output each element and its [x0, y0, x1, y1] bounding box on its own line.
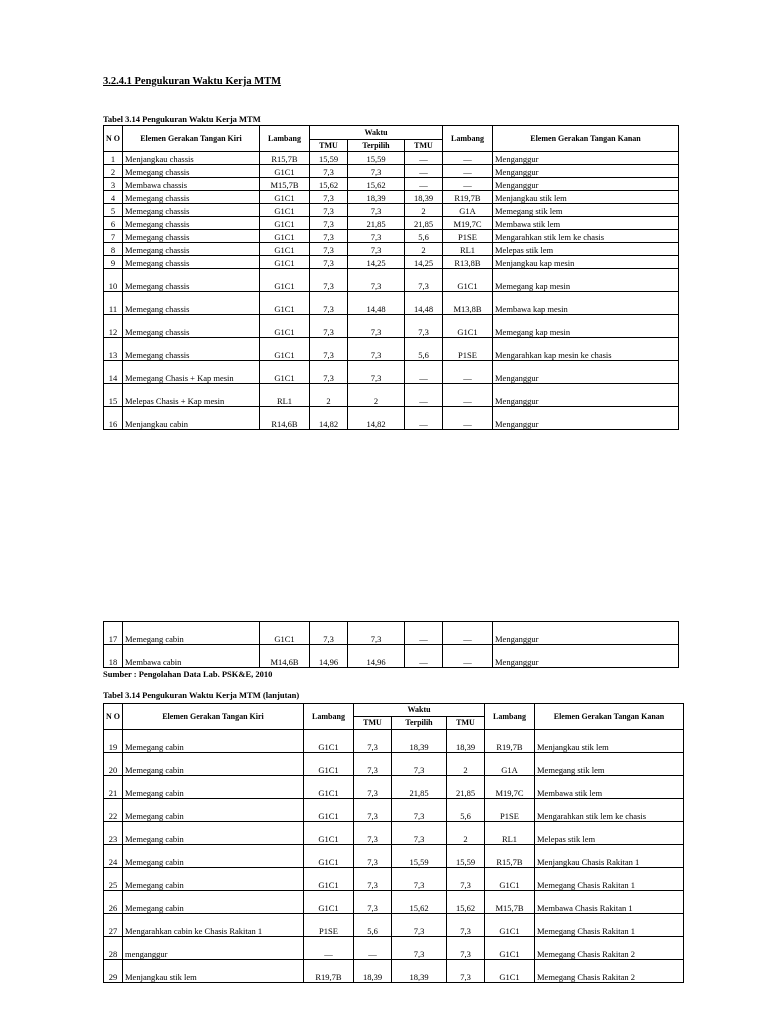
lambang-left-cell: G1C1 — [260, 338, 310, 361]
tmu-right-cell: 5,6 — [447, 799, 485, 822]
lambang-left-cell: G1C1 — [304, 799, 354, 822]
terpilih-cell: 21,85 — [348, 217, 405, 230]
left-element-cell: Memegang chassis — [123, 256, 260, 269]
tmu-right-cell: 21,85 — [447, 776, 485, 799]
right-element-cell: Memegang stik lem — [535, 753, 684, 776]
lambang-left-cell: R14,6B — [260, 407, 310, 430]
header-waktu: Waktu — [310, 126, 443, 140]
lambang-right-cell: M15,7B — [485, 891, 535, 914]
table-row — [104, 753, 684, 776]
left-element-cell: Memegang cabin — [123, 799, 304, 822]
table-row — [104, 230, 679, 243]
no-cell: 27 — [104, 914, 123, 937]
header-no: N O — [104, 126, 123, 152]
tmu-cell: 7,3 — [310, 292, 348, 315]
lambang-right-cell: — — [443, 178, 493, 191]
left-element-cell: Memegang cabin — [123, 845, 304, 868]
terpilih-cell: 14,82 — [348, 407, 405, 430]
tmu-cell: 7,3 — [310, 230, 348, 243]
no-cell: 26 — [104, 891, 123, 914]
no-cell: 17 — [104, 622, 123, 645]
left-element-cell: Memegang cabin — [123, 868, 304, 891]
left-element-cell: Melepas Chasis + Kap mesin — [123, 384, 260, 407]
mtm-table-1 — [103, 125, 679, 430]
tmu-right-cell: 2 — [447, 822, 485, 845]
lambang-left-cell: G1C1 — [260, 230, 310, 243]
terpilih-cell: 14,48 — [348, 292, 405, 315]
table2-caption: Tabel 3.14 Pengukuran Waktu Kerja MTM (lanjutan) — [103, 690, 300, 700]
lambang-left-cell: RL1 — [260, 384, 310, 407]
no-cell: 3 — [104, 178, 123, 191]
terpilih-cell: 21,85 — [392, 776, 447, 799]
lambang-right-cell: M19,7C — [485, 776, 535, 799]
lambang-right-cell: — — [443, 165, 493, 178]
no-cell: 28 — [104, 937, 123, 960]
left-element-cell: Memegang chassis — [123, 230, 260, 243]
header-left-element: Elemen Gerakan Tangan Kiri — [123, 126, 260, 152]
table-row — [104, 178, 679, 191]
no-cell: 18 — [104, 645, 123, 668]
lambang-right-cell: R13,8B — [443, 256, 493, 269]
mtm-table-1-continued — [103, 621, 679, 668]
no-cell: 7 — [104, 230, 123, 243]
tmu-right-cell: — — [405, 407, 443, 430]
left-element-cell: Memegang cabin — [123, 730, 304, 753]
lambang-left-cell: G1C1 — [260, 204, 310, 217]
no-cell: 4 — [104, 191, 123, 204]
tmu-right-cell: 2 — [405, 243, 443, 256]
left-element-cell: Menjangkau stik lem — [123, 960, 304, 983]
tmu-right-cell: 14,25 — [405, 256, 443, 269]
right-element-cell: Menganggur — [493, 178, 679, 191]
no-cell: 10 — [104, 269, 123, 292]
no-cell: 23 — [104, 822, 123, 845]
lambang-left-cell: G1C1 — [304, 753, 354, 776]
table-row — [104, 269, 679, 292]
table-row — [104, 165, 679, 178]
terpilih-cell: 2 — [348, 384, 405, 407]
lambang-left-cell: — — [304, 937, 354, 960]
table-row — [104, 868, 684, 891]
tmu-right-cell: — — [405, 152, 443, 165]
lambang-left-cell: G1C1 — [260, 361, 310, 384]
table-row — [104, 645, 679, 668]
right-element-cell: Menganggur — [493, 645, 679, 668]
table-row — [104, 960, 684, 983]
no-cell: 22 — [104, 799, 123, 822]
tmu-cell: 7,3 — [310, 315, 348, 338]
no-cell: 9 — [104, 256, 123, 269]
tmu-cell: 7,3 — [354, 845, 392, 868]
right-element-cell: Memegang Chasis Rakitan 2 — [535, 960, 684, 983]
lambang-left-cell: G1C1 — [260, 243, 310, 256]
terpilih-cell: 15,62 — [348, 178, 405, 191]
table-row — [104, 845, 684, 868]
right-element-cell: Memegang Chasis Rakitan 2 — [535, 937, 684, 960]
tmu-cell: 5,6 — [354, 914, 392, 937]
lambang-left-cell: G1C1 — [260, 165, 310, 178]
left-element-cell: Menjangkau chassis — [123, 152, 260, 165]
no-cell: 13 — [104, 338, 123, 361]
lambang-left-cell: G1C1 — [304, 730, 354, 753]
source-note: Sumber : Pengolahan Data Lab. PSK&E, 2010 — [103, 669, 273, 679]
lambang-left-cell: G1C1 — [304, 891, 354, 914]
table-row — [104, 315, 679, 338]
tmu-cell: — — [354, 937, 392, 960]
header-lambang-left: Lambang — [304, 704, 354, 730]
header-tmu-right: TMU — [405, 140, 443, 152]
lambang-right-cell: G1C1 — [485, 960, 535, 983]
table-row — [104, 361, 679, 384]
lambang-left-cell: G1C1 — [304, 845, 354, 868]
lambang-right-cell: R19,7B — [485, 730, 535, 753]
lambang-right-cell: — — [443, 407, 493, 430]
lambang-left-cell: R19,7B — [304, 960, 354, 983]
lambang-right-cell: — — [443, 622, 493, 645]
table-row — [104, 914, 684, 937]
left-element-cell: Memegang chassis — [123, 204, 260, 217]
tmu-cell: 14,82 — [310, 407, 348, 430]
header-tmu: TMU — [310, 140, 348, 152]
lambang-right-cell: R19,7B — [443, 191, 493, 204]
right-element-cell: Mengarahkan stik lem ke chasis — [535, 799, 684, 822]
tmu-right-cell: — — [405, 165, 443, 178]
tmu-right-cell: 7,3 — [405, 315, 443, 338]
lambang-left-cell: G1C1 — [260, 217, 310, 230]
lambang-right-cell: P1SE — [485, 799, 535, 822]
terpilih-cell: 18,39 — [392, 960, 447, 983]
terpilih-cell: 7,3 — [392, 822, 447, 845]
lambang-left-cell: M15,7B — [260, 178, 310, 191]
table-row — [104, 243, 679, 256]
terpilih-cell: 15,59 — [348, 152, 405, 165]
right-element-cell: Menganggur — [493, 407, 679, 430]
tmu-right-cell: 5,6 — [405, 338, 443, 361]
terpilih-cell: 18,39 — [392, 730, 447, 753]
left-element-cell: Memegang chassis — [123, 217, 260, 230]
terpilih-cell: 7,3 — [392, 799, 447, 822]
lambang-left-cell: G1C1 — [260, 256, 310, 269]
tmu-right-cell: 7,3 — [447, 937, 485, 960]
left-element-cell: Memegang chassis — [123, 243, 260, 256]
tmu-right-cell: 2 — [447, 753, 485, 776]
left-element-cell: Memegang chassis — [123, 165, 260, 178]
table-row — [104, 407, 679, 430]
table-row — [104, 937, 684, 960]
no-cell: 5 — [104, 204, 123, 217]
terpilih-cell: 7,3 — [392, 914, 447, 937]
lambang-left-cell: G1C1 — [304, 868, 354, 891]
no-cell: 1 — [104, 152, 123, 165]
header-lambang-right: Lambang — [443, 126, 493, 152]
lambang-right-cell: M13,8B — [443, 292, 493, 315]
tmu-cell: 15,59 — [310, 152, 348, 165]
terpilih-cell: 7,3 — [348, 338, 405, 361]
lambang-right-cell: RL1 — [443, 243, 493, 256]
terpilih-cell: 7,3 — [392, 937, 447, 960]
tmu-cell: 7,3 — [310, 217, 348, 230]
lambang-right-cell: G1A — [485, 753, 535, 776]
no-cell: 2 — [104, 165, 123, 178]
right-element-cell: Memegang stik lem — [493, 204, 679, 217]
lambang-right-cell: — — [443, 361, 493, 384]
tmu-right-cell: — — [405, 384, 443, 407]
right-element-cell: Menganggur — [493, 165, 679, 178]
terpilih-cell: 7,3 — [348, 315, 405, 338]
right-element-cell: Membawa stik lem — [493, 217, 679, 230]
tmu-cell: 15,62 — [310, 178, 348, 191]
right-element-cell: Menganggur — [493, 152, 679, 165]
right-element-cell: Menjangkau stik lem — [493, 191, 679, 204]
terpilih-cell: 7,3 — [348, 165, 405, 178]
table-row — [104, 730, 684, 753]
no-cell: 8 — [104, 243, 123, 256]
tmu-right-cell: — — [405, 178, 443, 191]
no-cell: 11 — [104, 292, 123, 315]
lambang-right-cell: RL1 — [485, 822, 535, 845]
terpilih-cell: 7,3 — [348, 243, 405, 256]
tmu-cell: 7,3 — [354, 799, 392, 822]
tmu-cell: 2 — [310, 384, 348, 407]
mtm-table-2 — [103, 703, 684, 983]
left-element-cell: Memegang cabin — [123, 753, 304, 776]
table-row — [104, 292, 679, 315]
lambang-left-cell: G1C1 — [260, 622, 310, 645]
right-element-cell: Menjangkau Chasis Rakitan 1 — [535, 845, 684, 868]
lambang-left-cell: G1C1 — [260, 191, 310, 204]
no-cell: 12 — [104, 315, 123, 338]
section-heading: 3.2.4.1 Pengukuran Waktu Kerja MTM — [103, 76, 282, 87]
right-element-cell: Menjangkau kap mesin — [493, 256, 679, 269]
left-element-cell: Mengarahkan cabin ke Chasis Rakitan 1 — [123, 914, 304, 937]
right-element-cell: Menganggur — [493, 361, 679, 384]
right-element-cell: Melepas stik lem — [493, 243, 679, 256]
terpilih-cell: 7,3 — [348, 204, 405, 217]
no-cell: 6 — [104, 217, 123, 230]
no-cell: 20 — [104, 753, 123, 776]
left-element-cell: Memegang chassis — [123, 292, 260, 315]
tmu-cell: 14,96 — [310, 645, 348, 668]
right-element-cell: Mengarahkan stik lem ke chasis — [493, 230, 679, 243]
tmu-right-cell: 21,85 — [405, 217, 443, 230]
left-element-cell: menganggur — [123, 937, 304, 960]
lambang-left-cell: G1C1 — [304, 822, 354, 845]
left-element-cell: Memegang Chasis + Kap mesin — [123, 361, 260, 384]
table-row — [104, 622, 679, 645]
tmu-cell: 7,3 — [354, 891, 392, 914]
right-element-cell: Mengarahkan kap mesin ke chasis — [493, 338, 679, 361]
lambang-left-cell: G1C1 — [260, 315, 310, 338]
header-lambang-right: Lambang — [485, 704, 535, 730]
terpilih-cell: 7,3 — [348, 269, 405, 292]
terpilih-cell: 7,3 — [348, 361, 405, 384]
tmu-cell: 7,3 — [310, 204, 348, 217]
left-element-cell: Memegang cabin — [123, 622, 260, 645]
left-element-cell: Memegang cabin — [123, 776, 304, 799]
left-element-cell: Menjangkau cabin — [123, 407, 260, 430]
tmu-right-cell: 7,3 — [447, 960, 485, 983]
table-row — [104, 204, 679, 217]
tmu-cell: 7,3 — [310, 361, 348, 384]
terpilih-cell: 15,62 — [392, 891, 447, 914]
left-element-cell: Memegang chassis — [123, 315, 260, 338]
tmu-cell: 7,3 — [310, 256, 348, 269]
tmu-cell: 7,3 — [354, 868, 392, 891]
no-cell: 19 — [104, 730, 123, 753]
lambang-left-cell: R15,7B — [260, 152, 310, 165]
table-row — [104, 152, 679, 165]
terpilih-cell: 7,3 — [392, 868, 447, 891]
tmu-cell: 7,3 — [354, 730, 392, 753]
tmu-cell: 7,3 — [310, 165, 348, 178]
lambang-right-cell: — — [443, 152, 493, 165]
tmu-right-cell: 7,3 — [405, 269, 443, 292]
lambang-right-cell: R15,7B — [485, 845, 535, 868]
right-element-cell: Memegang kap mesin — [493, 315, 679, 338]
tmu-cell: 7,3 — [354, 822, 392, 845]
tmu-right-cell: 5,6 — [405, 230, 443, 243]
lambang-right-cell: P1SE — [443, 230, 493, 243]
terpilih-cell: 18,39 — [348, 191, 405, 204]
right-element-cell: Membawa kap mesin — [493, 292, 679, 315]
lambang-right-cell: M19,7C — [443, 217, 493, 230]
tmu-cell: 7,3 — [354, 753, 392, 776]
no-cell: 21 — [104, 776, 123, 799]
terpilih-cell: 7,3 — [348, 230, 405, 243]
left-element-cell: Memegang chassis — [123, 269, 260, 292]
tmu-right-cell: 2 — [405, 204, 443, 217]
left-element-cell: Membawa chassis — [123, 178, 260, 191]
header-right-element: Elemen Gerakan Tangan Kanan — [493, 126, 679, 152]
header-terpilih: Terpilih — [348, 140, 405, 152]
no-cell: 24 — [104, 845, 123, 868]
left-element-cell: Memegang cabin — [123, 891, 304, 914]
no-cell: 14 — [104, 361, 123, 384]
no-cell: 16 — [104, 407, 123, 430]
header-right-element: Elemen Gerakan Tangan Kanan — [535, 704, 684, 730]
header-lambang-left: Lambang — [260, 126, 310, 152]
table-row — [104, 799, 684, 822]
right-element-cell: Melepas stik lem — [535, 822, 684, 845]
table-row — [104, 776, 684, 799]
left-element-cell: Membawa cabin — [123, 645, 260, 668]
tmu-right-cell: — — [405, 622, 443, 645]
lambang-left-cell: P1SE — [304, 914, 354, 937]
lambang-left-cell: G1C1 — [304, 776, 354, 799]
tmu-cell: 7,3 — [310, 269, 348, 292]
table-row — [104, 191, 679, 204]
lambang-right-cell: — — [443, 384, 493, 407]
lambang-right-cell: G1C1 — [443, 269, 493, 292]
lambang-right-cell: G1C1 — [485, 914, 535, 937]
tmu-cell: 7,3 — [354, 776, 392, 799]
no-cell: 29 — [104, 960, 123, 983]
tmu-cell: 7,3 — [310, 191, 348, 204]
tmu-cell: 7,3 — [310, 622, 348, 645]
table-row — [104, 217, 679, 230]
right-element-cell: Menjangkau stik lem — [535, 730, 684, 753]
right-element-cell: Memegang kap mesin — [493, 269, 679, 292]
tmu-right-cell: 7,3 — [447, 868, 485, 891]
right-element-cell: Memegang Chasis Rakitan 1 — [535, 914, 684, 937]
lambang-right-cell: G1C1 — [485, 868, 535, 891]
tmu-cell: 7,3 — [310, 338, 348, 361]
table-row — [104, 384, 679, 407]
tmu-right-cell: — — [405, 645, 443, 668]
lambang-left-cell: M14,6B — [260, 645, 310, 668]
right-element-cell: Memegang Chasis Rakitan 1 — [535, 868, 684, 891]
table-row — [104, 256, 679, 269]
left-element-cell: Memegang chassis — [123, 191, 260, 204]
header-no: N O — [104, 704, 123, 730]
header-left-element: Elemen Gerakan Tangan Kiri — [123, 704, 304, 730]
terpilih-cell: 15,59 — [392, 845, 447, 868]
lambang-left-cell: G1C1 — [260, 269, 310, 292]
terpilih-cell: 14,96 — [348, 645, 405, 668]
table-row — [104, 338, 679, 361]
lambang-right-cell: G1A — [443, 204, 493, 217]
lambang-right-cell: G1C1 — [485, 937, 535, 960]
lambang-right-cell: P1SE — [443, 338, 493, 361]
tmu-right-cell: 7,3 — [447, 914, 485, 937]
header-tmu: TMU — [354, 717, 392, 730]
right-element-cell: Menganggur — [493, 622, 679, 645]
tmu-right-cell: 18,39 — [405, 191, 443, 204]
terpilih-cell: 7,3 — [348, 622, 405, 645]
table1-caption: Tabel 3.14 Pengukuran Waktu Kerja MTM — [103, 114, 261, 124]
right-element-cell: Menganggur — [493, 384, 679, 407]
lambang-left-cell: G1C1 — [260, 292, 310, 315]
tmu-right-cell: — — [405, 361, 443, 384]
tmu-right-cell: 14,48 — [405, 292, 443, 315]
header-waktu: Waktu — [354, 704, 485, 717]
no-cell: 15 — [104, 384, 123, 407]
header-terpilih: Terpilih — [392, 717, 447, 730]
tmu-cell: 7,3 — [310, 243, 348, 256]
left-element-cell: Memegang cabin — [123, 822, 304, 845]
terpilih-cell: 7,3 — [392, 753, 447, 776]
tmu-right-cell: 15,59 — [447, 845, 485, 868]
terpilih-cell: 14,25 — [348, 256, 405, 269]
no-cell: 25 — [104, 868, 123, 891]
lambang-right-cell: G1C1 — [443, 315, 493, 338]
lambang-right-cell: — — [443, 645, 493, 668]
right-element-cell: Membawa Chasis Rakitan 1 — [535, 891, 684, 914]
left-element-cell: Memegang chassis — [123, 338, 260, 361]
tmu-cell: 18,39 — [354, 960, 392, 983]
tmu-right-cell: 15,62 — [447, 891, 485, 914]
header-tmu-right: TMU — [447, 717, 485, 730]
table-row — [104, 891, 684, 914]
tmu-right-cell: 18,39 — [447, 730, 485, 753]
right-element-cell: Membawa stik lem — [535, 776, 684, 799]
table-row — [104, 822, 684, 845]
